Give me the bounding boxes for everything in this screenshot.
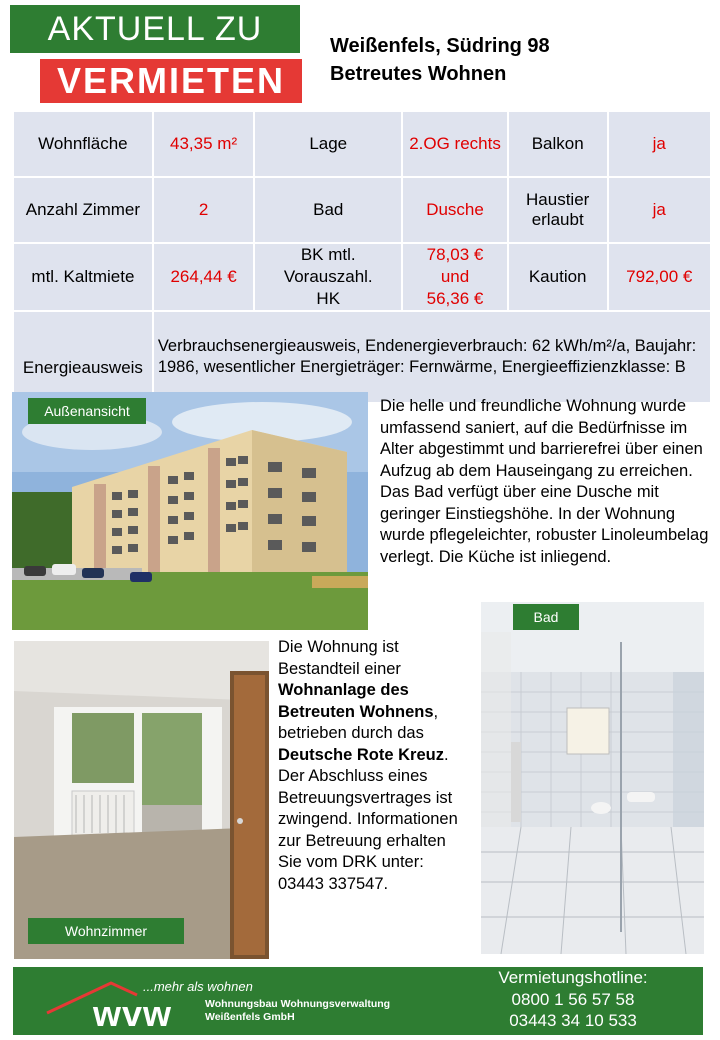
bathroom-image	[481, 602, 704, 954]
logo-tagline: ...mehr als wohnen	[143, 979, 253, 994]
description-main: Die helle und freundliche Wohnung wurde umfassend saniert, auf die Bedürfnisse im Alter abgestimmt und barrierefrei über einen Aufzug ab dem Hauseingang zu erreichen. Das Bad verfügt über eine Dusche mit geringer Einstiegshöhe. In der Wohnung wurde pflegeleichter, robuster Linoleumbelag verlegt. Die Küche ist inliegend.	[380, 397, 709, 566]
value-energieausweis: Verbrauchsenergieausweis, Endenergieverbrauch: 62 kWh/m²/a, Baujahr: 1986, wesentlicher Energieträger: Fernwärme, Energieeffizienzklasse: B	[153, 311, 711, 403]
banner-vermieten: VERMIETEN	[40, 59, 302, 103]
label-balkon: Balkon	[508, 111, 608, 177]
listing-title	[330, 32, 550, 88]
value-vorauszahlung: 78,03 € und 56,36 €	[402, 243, 508, 311]
label-haustier: Haustier erlaubt	[508, 177, 608, 243]
banner-aktuell: AKTUELL ZU	[10, 5, 300, 53]
logo-company	[205, 998, 390, 1024]
desc2-text-1: Die Wohnung ist Bestandteil einer	[278, 638, 401, 678]
header-banner	[10, 5, 300, 103]
value-wohnflaeche: 43,35 m²	[153, 111, 254, 177]
description-drk	[278, 637, 474, 895]
facts-table	[12, 110, 712, 404]
label-kaltmiete: mtl. Kaltmiete	[13, 243, 153, 311]
label-wohnflaeche: Wohnfläche	[13, 111, 153, 177]
bathroom-photo	[481, 602, 704, 954]
desc2-text-2: , betrieben durch das	[278, 702, 439, 742]
desc2-bold-drk: Deutsche Rote Kreuz	[278, 745, 444, 764]
value-kaution: 792,00 €	[608, 243, 712, 311]
value-zimmer: 2	[153, 177, 254, 243]
value-lage: 2.OG rechts	[402, 111, 508, 177]
label-aussenansicht: Außenansicht	[28, 398, 146, 424]
logo-wvw: wvw	[93, 993, 173, 1034]
desc2-text-3: . Der Abschluss eines Betreuungsvertrages ist zwingend. Informationen zur Betreuung erhalten Sie vom DRK unter: 03443 337547.	[278, 745, 458, 893]
table-row	[13, 243, 711, 311]
table-row	[13, 111, 711, 177]
company-line2: Weißenfels GmbH	[205, 1011, 295, 1023]
label-bad: Bad	[254, 177, 402, 243]
label-wohnzimmer: Wohnzimmer	[28, 918, 184, 944]
footer	[13, 967, 703, 1035]
value-kaltmiete: 264,44 €	[153, 243, 254, 311]
title-address: Weißenfels, Südring 98	[330, 35, 550, 57]
desc2-bold-wohnanlage: Wohnanlage des Betreuten Wohnens	[278, 681, 434, 721]
label-lage: Lage	[254, 111, 402, 177]
value-haustier: ja	[608, 177, 712, 243]
table-row	[13, 311, 711, 403]
label-energieausweis: Energieausweis	[13, 311, 153, 403]
value-balkon: ja	[608, 111, 712, 177]
label-kaution: Kaution	[508, 243, 608, 311]
building-image	[12, 392, 368, 630]
title-type: Betreutes Wohnen	[330, 63, 507, 85]
label-bad: Bad	[513, 604, 579, 630]
label-vorauszahlung: BK mtl. Vorauszahl. HK	[254, 243, 402, 311]
label-zimmer: Anzahl Zimmer	[13, 177, 153, 243]
company-line1: Wohnungsbau Wohnungsverwaltung	[205, 998, 391, 1010]
hotline-title: Vermietungshotline:	[498, 968, 648, 987]
hotline-phone-1[interactable]: 0800 1 56 57 58	[511, 989, 635, 1009]
living-room-photo	[14, 641, 269, 959]
hotline	[453, 967, 693, 1032]
exterior-photo	[12, 392, 368, 630]
table-row	[13, 177, 711, 243]
living-room-image	[14, 641, 269, 959]
value-bad: Dusche	[402, 177, 508, 243]
hotline-phone-2[interactable]: 03443 34 10 533	[509, 1011, 637, 1030]
